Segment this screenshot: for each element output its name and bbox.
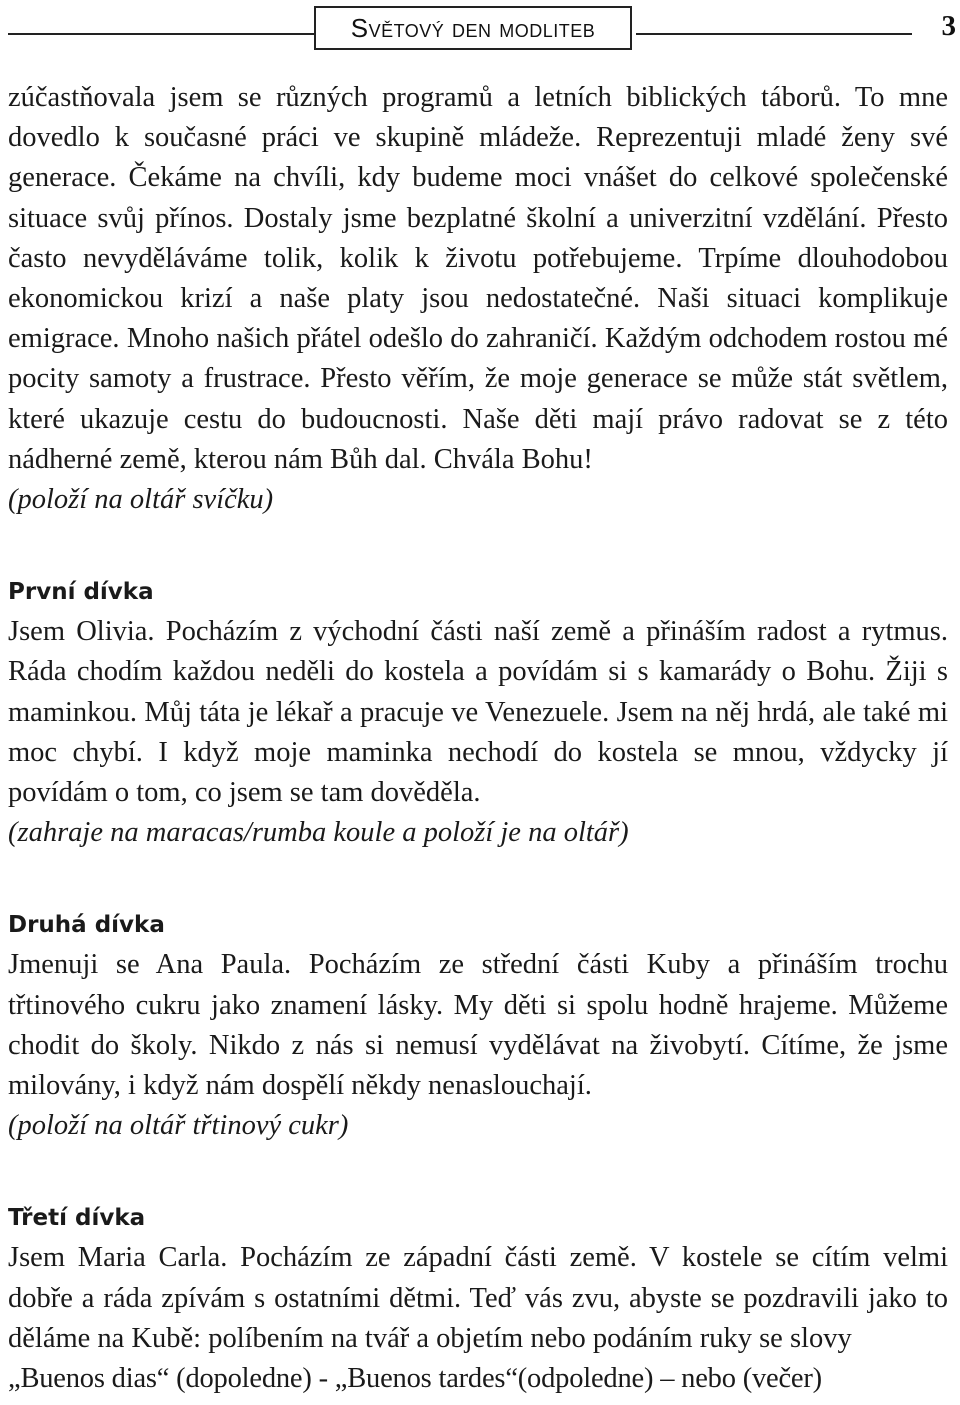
- speaker-paragraph: Jsem Maria Carla. Pocházím ze západní části země. V kostele se cítím velmi dobře a ráda zpívám s ostatními dětmi. Teď vás zvu, abyste se pozdravili jako to děláme na Kubě: políbením na tvář a objetím nebo podáním ruky se slovy: [8, 1242, 948, 1354]
- speaker-heading: První dívka: [8, 579, 154, 606]
- speaker-heading: Druhá dívka: [8, 912, 165, 939]
- stage-direction: (položí na oltář svíčku): [8, 484, 274, 516]
- page-body: [8, 78, 948, 1399]
- stage-direction: (položí na oltář třtinový cukr): [8, 1110, 349, 1142]
- running-header: [0, 0, 960, 60]
- speaker-heading: Třetí dívka: [8, 1205, 146, 1232]
- header-rule-right: [636, 33, 912, 35]
- header-title: Světový den modliteb: [314, 6, 632, 50]
- greeting-line: „Buenos dias“ (dopoledne) - „Buenos tardes“(odpoledne) – nebo (večer): [8, 1363, 822, 1395]
- header-rule-left: [8, 33, 314, 35]
- stage-direction: (zahraje na maracas/rumba koule a položí je na oltář): [8, 817, 629, 849]
- intro-paragraph: zúčastňovala jsem se různých programů a letních biblických táborů. To mne dovedlo k současné práci ve skupině mládeže. Reprezentuji mladé ženy své generace. Čekáme na chvíli, kdy budeme moci vnášet do celkové společenské situace svůj přínos. Dostaly jsme bezplatné školní a univerzitní vzdělání. Přesto často nevyděláváme tolik, kolik k životu potřebujeme. Trpíme dlouhodobou ekonomickou krizí a naše platy jsou nedostatečné. Naši situaci komplikuje emigrace. Mnoho našich přátel odešlo do zahraničí. Každým odchodem rostou mé pocity samoty a frustrace. Přesto věřím, že moje generace se může stát světlem, které ukazuje cestu do budoucnosti. Naše děti mají právo radovat se z této nádherné země, kterou nám Bůh dal. Chvála Bohu!: [8, 82, 948, 475]
- speaker-paragraph: Jsem Olivia. Pocházím z východní části naší země a přináším radost a rytmus. Ráda chodím každou neděli do kostela a povídám si s kamarády o Bohu. Žiji s maminkou. Můj táta je lékař a pracuje ve Venezuele. Jsem na něj hrdá, ale také mi moc chybí. I když moje maminka nechodí do kostela se mnou, vždycky jí povídám o tom, co jsem se tam dověděla.: [8, 616, 948, 809]
- page-number: 3: [941, 10, 956, 42]
- speaker-paragraph: Jmenuji se Ana Paula. Pocházím ze střední části Kuby a přináším trochu třtinového cukru jako znamení lásky. My děti si spolu hodně hrajeme. Můžeme chodit do školy. Nikdo z nás si nemusí vydělávat na živobytí. Cítíme, že jsme milovány, i když nám dospělí někdy nenaslouchají.: [8, 949, 948, 1102]
